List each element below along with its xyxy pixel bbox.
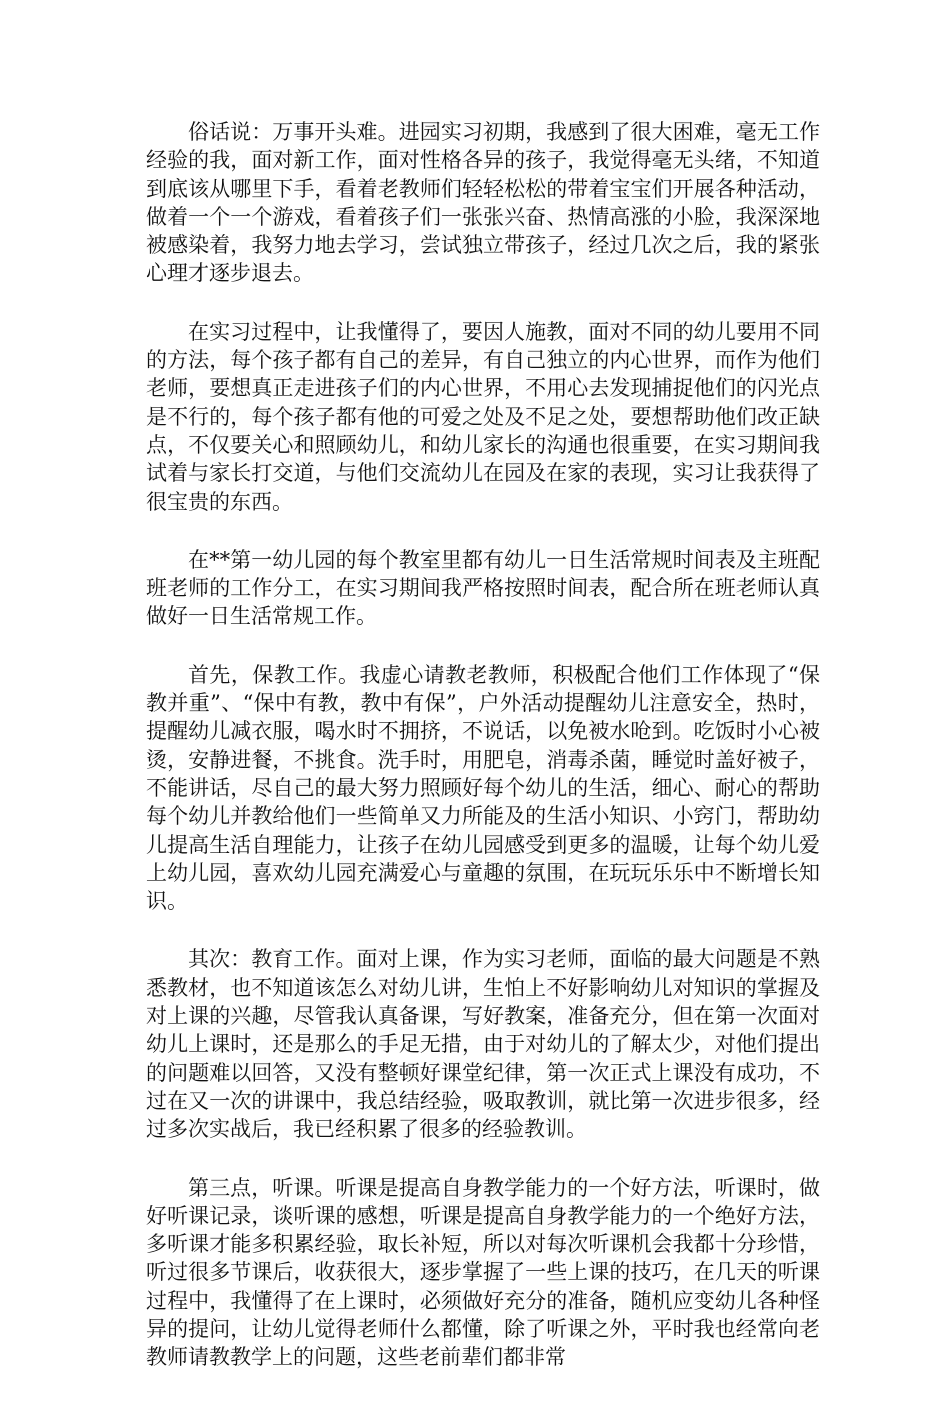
- paragraph-6: 第三点，听课。听课是提高自身教学能力的一个好方法，听课时，做好听课记录，谈听课的感想，听课是提高自身教学能力的一个绝好方法，多听课才能多积累经验，取长补短，所以对每次听课机会我都十分珍惜，听过很多节课后，收获很大，逐步掌握了一些上课的技巧，在几天的听课过程中，我懂得了在上课时，必须做好充分的准备，随机应变幼儿各种怪异的提问，让幼儿觉得老师什么都懂，除了听课之外，平时我也经常向老教师请教教学上的问题，这些老前辈们都非常: [146, 1175, 820, 1370]
- paragraph-1: 俗话说：万事开头难。进园实习初期，我感到了很大困难，毫无工作经验的我，面对新工作，面对性格各异的孩子，我觉得毫无头绪，不知道到底该从哪里下手，看着老教师们轻轻松松的带着宝宝们开展各种活动，做着一个一个游戏，看着孩子们一张张兴奋、热情高涨的小脸，我深深地被感染着，我努力地去学习，尝试独立带孩子，经过几次之后，我的紧张心理才逐步退去。: [146, 120, 820, 286]
- paragraph-3: 在**第一幼儿园的每个教室里都有幼儿一日生活常规时间表及主班配班老师的工作分工，在实习期间我严格按照时间表，配合所在班老师认真做好一日生活常规工作。: [146, 547, 820, 629]
- paragraph-5: 其次：教育工作。面对上课，作为实习老师，面临的最大问题是不熟悉教材，也不知道该怎么对幼儿讲，生怕上不好影响幼儿对知识的掌握及对上课的兴趣，尽管我认真备课，写好教案，准备充分，但在第一次面对幼儿上课时，还是那么的手足无措，由于对幼儿的了解太少，对他们提出的问题难以回答，又没有整顿好课堂纪律，第一次正式上课没有成功，不过在又一次的讲课中，我总结经验，吸取教训，就比第一次进步很多，经过多次实战后，我已经积累了很多的经验教训。: [146, 947, 820, 1142]
- paragraph-4: 首先，保教工作。我虚心请教老教师，积极配合他们工作体现了“保教并重”、“保中有教，教中有保”，户外活动提醒幼儿注意安全，热时，提醒幼儿减衣服，喝水时不拥挤，不说话，以免被水呛到。吃饭时小心被烫，安静进餐，不挑食。洗手时，用肥皂，消毒杀菌，睡觉时盖好被子，不能讲话，尽自己的最大努力照顾好每个幼儿的生活，细心、耐心的帮助每个幼儿并教给他们一些简单又力所能及的生活小知识、小窍门，帮助幼儿提高生活自理能力，让孩子在幼儿园感受到更多的温暖，让每个幼儿爱上幼儿园，喜欢幼儿园充满爱心与童趣的氛围，在玩玩乐乐中不断增长知识。: [146, 662, 820, 914]
- document-page: [146, 118, 820, 1402]
- paragraph-2: 在实习过程中，让我懂得了，要因人施教，面对不同的幼儿要用不同的方法，每个孩子都有自己的差异，有自己独立的内心世界，而作为他们老师，要想真正走进孩子们的内心世界，不用心去发现捕捉他们的闪光点是不行的，每个孩子都有他的可爱之处及不足之处，要想帮助他们改正缺点，不仅要关心和照顾幼儿，和幼儿家长的沟通也很重要，在实习期间我试着与家长打交道，与他们交流幼儿在园及在家的表现，实习让我获得了很宝贵的东西。: [146, 319, 820, 514]
